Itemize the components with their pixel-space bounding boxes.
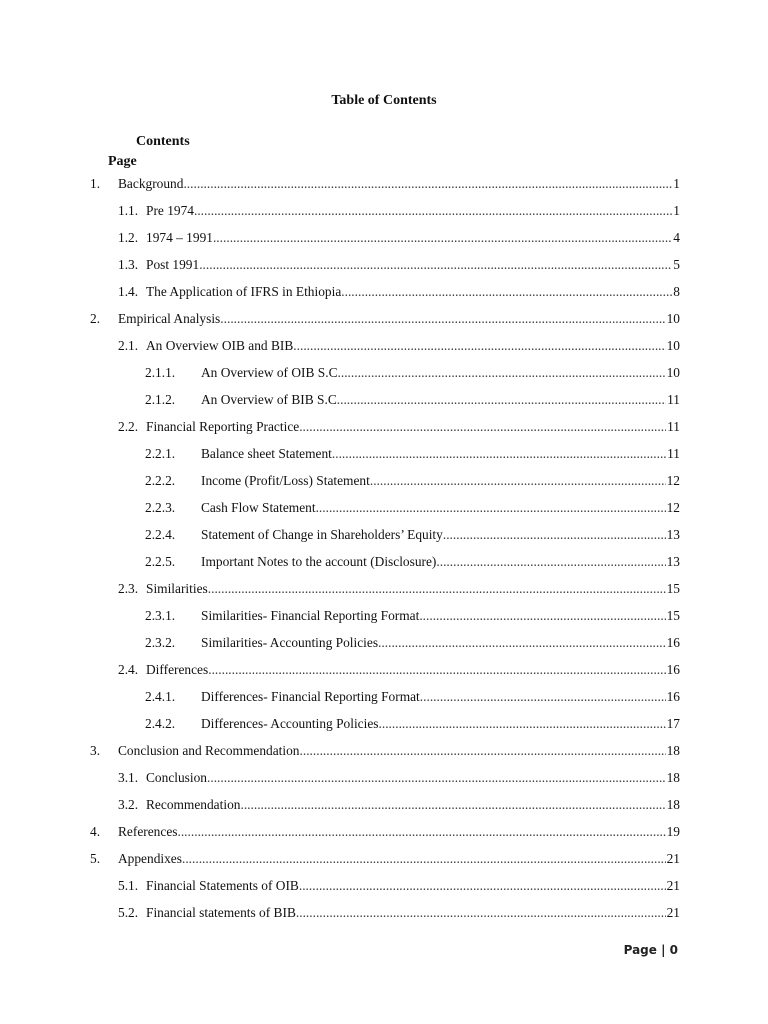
toc-entry-number: 5.1. [118,878,139,893]
toc-entry[interactable] [90,175,680,193]
toc-entry-label: An Overview of OIB S.C [201,365,338,380]
toc-entry-page-number: 11 [667,392,680,407]
toc-entry-number: 2.2.2. [145,473,176,488]
toc-entry-page-number: 11 [667,419,680,434]
toc-entry[interactable] [90,850,680,868]
toc-leader-dots [296,904,666,922]
toc-leader-dots [436,553,665,571]
toc-entry-number: 3.1. [118,770,139,785]
page-title: Table of Contents [331,93,437,108]
toc-entry[interactable] [145,445,680,463]
toc-entry[interactable] [118,256,680,274]
toc-entry-page-number: 12 [666,473,680,488]
toc-entry-number: 2.1. [118,338,139,353]
toc-entry-page-number: 1 [673,176,680,191]
toc-leader-dots [316,499,666,517]
toc-entry-page-number: 16 [666,662,680,677]
toc-entry-page-number: 1 [673,203,680,218]
toc-entry[interactable] [145,364,680,382]
toc-leader-dots [299,418,666,436]
toc-entry-label: The Application of IFRS in Ethiopia [146,284,342,299]
toc-entry-page-number: 18 [666,770,680,785]
toc-entry-label: Important Notes to the account (Disclosure) [201,554,437,569]
toc-entry-label: Empirical Analysis [118,311,221,326]
toc-entry-number: 2.4.2. [145,716,176,731]
toc-entry-page-number: 17 [666,716,680,731]
toc-leader-dots [199,256,672,274]
toc-entry-label: Pre 1974 [146,203,194,218]
toc-entry-page-number: 15 [666,581,680,596]
toc-entry-label: Financial statements of BIB [146,905,296,920]
toc-leader-dots [213,229,672,247]
toc-entry-label: Differences- Financial Reporting Format [201,689,420,704]
toc-entry-number: 2.3.1. [145,608,176,623]
toc-leader-dots [177,823,665,841]
toc-entry-page-number: 12 [666,500,680,515]
toc-entry-label: Balance sheet Statement [201,446,332,461]
toc-entry-label: References [118,824,178,839]
toc-entry[interactable] [90,823,680,841]
toc-leader-dots [332,445,666,463]
toc-entry-label: An Overview of BIB S.C [201,392,337,407]
toc-leader-dots [300,742,666,760]
toc-entry[interactable] [118,877,680,895]
toc-entry-label: Financial Statements of OIB [146,878,299,893]
toc-entry-number: 1.4. [118,284,139,299]
toc-entry-number: 2.4.1. [145,689,176,704]
toc-entry-number: 5. [90,851,101,866]
toc-entry-number: 1. [90,176,101,191]
toc-entry-number: 2.3.2. [145,635,176,650]
toc-entry[interactable] [145,715,680,733]
toc-entry[interactable] [118,283,680,301]
toc-entry-page-number: 16 [666,635,680,650]
toc-entry[interactable] [118,769,680,787]
toc-entry-label: Conclusion and Recommendation [118,743,300,758]
toc-entry[interactable] [145,526,680,544]
toc-entry-label: Appendixes [118,851,182,866]
toc-entry-number: 5.2. [118,905,139,920]
toc-leader-dots [207,769,666,787]
toc-leader-dots [220,310,665,328]
toc-entry-number: 3.2. [118,797,139,812]
toc-entry-number: 2.1.1. [145,365,176,380]
toc-entry-label: Income (Profit/Loss) Statement [201,473,370,488]
toc-entry-label: Similarities- Accounting Policies [201,635,379,650]
toc-entry-page-number: 15 [666,608,680,623]
toc-entry-number: 1.1. [118,203,139,218]
toc-leader-dots [208,580,666,598]
toc-entry-number: 2.2.4. [145,527,176,542]
toc-leader-dots [194,202,672,220]
toc-entry-number: 1.2. [118,230,139,245]
toc-entry-page-number: 13 [666,527,680,542]
toc-leader-dots [378,634,666,652]
toc-entry-number: 1.3. [118,257,139,272]
toc-leader-dots [370,472,666,490]
toc-leader-dots [341,283,672,301]
toc-entry-page-number: 5 [673,257,680,272]
toc-entry-label: Post 1991 [146,257,200,272]
toc-entry-page-number: 21 [666,905,680,920]
toc-entry-page-number: 4 [673,230,680,245]
toc-entry-page-number: 8 [673,284,680,299]
toc-entry[interactable] [90,742,680,760]
toc-entry[interactable] [145,634,680,652]
contents-heading: Contents [136,134,190,149]
toc-entry[interactable] [90,310,680,328]
toc-entry-label: Financial Reporting Practice [146,419,300,434]
toc-entry-page-number: 11 [667,446,680,461]
toc-entry-label: Background [118,176,184,191]
toc-entry-label: Similarities- Financial Reporting Format [201,608,420,623]
toc-leader-dots [337,391,666,409]
toc-entry-label: An Overview OIB and BIB [146,338,294,353]
toc-entry[interactable] [145,553,680,571]
toc-entry-page-number: 16 [666,689,680,704]
toc-entry-number: 2.2.3. [145,500,176,515]
toc-leader-dots [443,526,666,544]
toc-leader-dots [182,850,666,868]
toc-entry[interactable] [118,796,680,814]
toc-entry-label: Statement of Change in Shareholders’ Equity [201,527,443,542]
toc-entry-page-number: 21 [666,851,680,866]
toc-entry-label: Similarities [146,581,208,596]
toc-entry[interactable] [145,391,680,409]
toc-entry[interactable] [118,229,680,247]
toc-entry[interactable] [145,472,680,490]
toc-entry[interactable] [118,661,680,679]
toc-entry[interactable] [118,202,680,220]
toc-entry-label: 1974 – 1991 [146,230,213,245]
toc-entry-number: 2.2. [118,419,139,434]
toc-leader-dots [338,364,666,382]
toc-leader-dots [419,607,665,625]
toc-entry[interactable] [118,580,680,598]
toc-entry-page-number: 13 [666,554,680,569]
toc-entry-label: Conclusion [146,770,208,785]
toc-entry-number: 2.1.2. [145,392,176,407]
toc-entry-label: Recommendation [146,797,241,812]
toc-entry[interactable] [118,904,680,922]
toc-entry-number: 2. [90,311,101,326]
toc-entry-number: 3. [90,743,101,758]
toc-leader-dots [379,715,666,733]
toc-leader-dots [420,688,666,706]
toc-entry-label: Differences [146,662,209,677]
toc-leader-dots [240,796,665,814]
toc-entry-number: 2.2.5. [145,554,176,569]
toc-entry[interactable] [145,688,680,706]
toc-leader-dots [299,877,666,895]
toc-entry-number: 4. [90,824,101,839]
toc-entry-number: 2.2.1. [145,446,176,461]
toc-entry-page-number: 21 [666,878,680,893]
toc-entry-page-number: 10 [666,311,680,326]
toc-entry-label: Differences- Accounting Policies [201,716,379,731]
toc-entry[interactable] [118,418,680,436]
toc-entry-page-number: 10 [666,365,680,380]
toc-entry-number: 2.4. [118,662,139,677]
toc-leader-dots [293,337,665,355]
toc-entry-page-number: 10 [666,338,680,353]
toc-entry-page-number: 18 [666,743,680,758]
toc-leader-dots [183,175,672,193]
toc-entry[interactable] [118,337,680,355]
toc-entry-page-number: 19 [666,824,680,839]
page-footer: Page | 0 [623,943,678,957]
toc-entry[interactable] [145,499,680,517]
toc-leader-dots [208,661,665,679]
toc-entry-page-number: 18 [666,797,680,812]
toc-entry-label: Cash Flow Statement [201,500,316,515]
page-column-heading: Page [108,154,137,169]
toc-entry[interactable] [145,607,680,625]
toc-entry-number: 2.3. [118,581,139,596]
